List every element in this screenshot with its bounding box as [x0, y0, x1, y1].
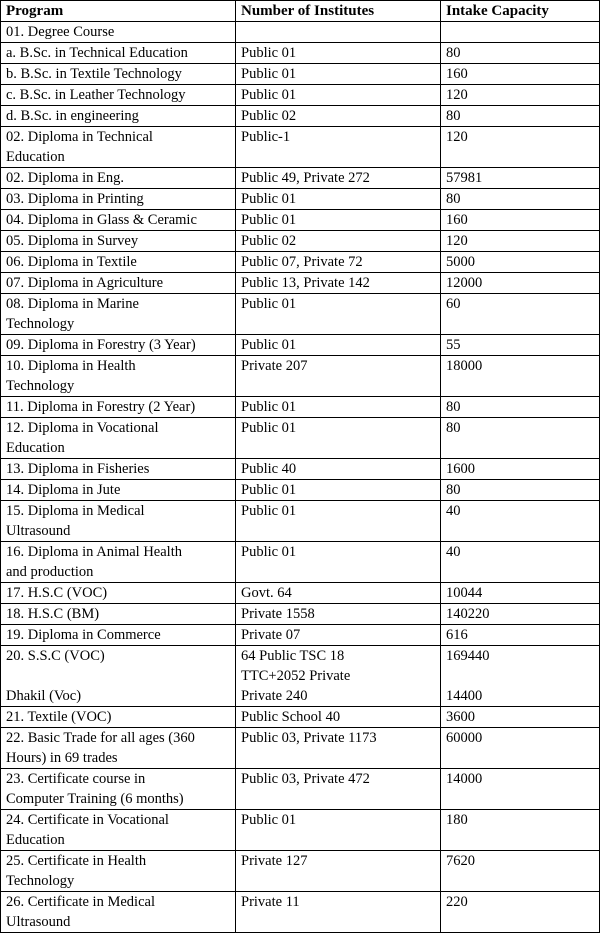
table-row: [1, 459, 600, 480]
cell-text-line: Public School 40: [241, 709, 341, 725]
intake-cell: [441, 501, 600, 542]
program-cell: [1, 356, 236, 397]
cell-text-line: 18. H.S.C (BM): [6, 606, 100, 622]
cell-text-line: 14. Diploma in Jute: [6, 482, 121, 498]
institutes-cell: [236, 604, 441, 625]
cell-text-line: 55: [446, 337, 461, 353]
cell-text-line: 14400: [446, 688, 483, 704]
table-row: [1, 892, 600, 933]
cell-text-line: 09. Diploma in Forestry (3 Year): [6, 337, 196, 353]
cell-text-line: 13. Diploma in Fisheries: [6, 461, 150, 477]
cell-text-line: 01. Degree Course: [6, 24, 115, 40]
table-header: [1, 1, 600, 22]
cell-text-line: 80: [446, 399, 461, 415]
program-cell: [1, 231, 236, 252]
intake-cell: [441, 252, 600, 273]
cell-text-line: 616: [446, 627, 468, 643]
cell-text-line: 220: [446, 894, 468, 910]
table-row: [1, 604, 600, 625]
cell-text-line: Technology: [6, 378, 75, 394]
program-cell: [1, 64, 236, 85]
program-cell: [1, 210, 236, 231]
program-cell: [1, 810, 236, 851]
table-row: [1, 542, 600, 583]
cell-text-line: 10044: [446, 585, 483, 601]
cell-text-line: Education: [6, 440, 65, 456]
cell-text-line: 03. Diploma in Printing: [6, 191, 144, 207]
cell-text-line: 5000: [446, 254, 475, 270]
intake-cell: [441, 294, 600, 335]
intake-cell: [441, 459, 600, 480]
table-row: [1, 646, 600, 707]
cell-text-line: Public-1: [241, 129, 291, 145]
intake-cell: [441, 646, 600, 707]
program-cell: [1, 542, 236, 583]
cell-text-line: 57981: [446, 170, 483, 186]
header-number-of-institutes: Number of Institutes: [236, 1, 441, 22]
intake-cell: [441, 851, 600, 892]
table-row: [1, 64, 600, 85]
program-cell: [1, 625, 236, 646]
table-row: [1, 501, 600, 542]
cell-text-line: Public 13, Private 142: [241, 275, 370, 291]
institutes-cell: [236, 231, 441, 252]
cell-text-line: 26. Certificate in Medical: [6, 894, 155, 910]
institutes-cell: [236, 625, 441, 646]
cell-text-line: 19. Diploma in Commerce: [6, 627, 161, 643]
cell-text-line: 02. Diploma in Eng.: [6, 170, 125, 186]
cell-text-line: [241, 22, 435, 42]
program-cell: [1, 501, 236, 542]
cell-text-line: Technology: [6, 873, 75, 889]
intake-cell: [441, 810, 600, 851]
cell-text-line: Ultrasound: [6, 914, 71, 930]
cell-text-line: 40: [446, 544, 461, 560]
cell-text-line: Private 07: [241, 627, 301, 643]
table-row: [1, 728, 600, 769]
table-row: [1, 356, 600, 397]
intake-cell: [441, 769, 600, 810]
table-row: [1, 294, 600, 335]
cell-text-line: 25. Certificate in Health: [6, 853, 147, 869]
institutes-cell: [236, 542, 441, 583]
program-cell: [1, 892, 236, 933]
program-cell: [1, 335, 236, 356]
cell-text-line: 60: [446, 296, 461, 312]
intake-cell: [441, 625, 600, 646]
cell-text-line: 7620: [446, 853, 475, 869]
table-row: [1, 189, 600, 210]
cell-text-line: 160: [446, 66, 468, 82]
intake-cell: [441, 64, 600, 85]
table-row: [1, 769, 600, 810]
intake-cell: [441, 892, 600, 933]
cell-text-line: Public 01: [241, 337, 297, 353]
cell-text-line: 11. Diploma in Forestry (2 Year): [6, 399, 196, 415]
intake-cell: [441, 210, 600, 231]
cell-text-line: 1600: [446, 461, 475, 477]
table-row: [1, 397, 600, 418]
intake-cell: [441, 43, 600, 64]
intake-cell: [441, 85, 600, 106]
cell-text-line: Public 49, Private 272: [241, 170, 370, 186]
institutes-cell: [236, 397, 441, 418]
cell-text-line: Private 207: [241, 358, 308, 374]
institutes-cell: [236, 418, 441, 459]
institutes-cell: [236, 210, 441, 231]
cell-text-line: Public 01: [241, 399, 297, 415]
program-cell: [1, 127, 236, 168]
cell-text-line: and production: [6, 564, 94, 580]
program-cell: [1, 273, 236, 294]
institutes-cell: [236, 810, 441, 851]
table-row: [1, 231, 600, 252]
cell-text-line: Public 01: [241, 87, 297, 103]
cell-text-line: Technology: [6, 316, 75, 332]
cell-text-line: 15. Diploma in Medical: [6, 503, 145, 519]
program-cell: [1, 252, 236, 273]
cell-text-line: 80: [446, 420, 461, 436]
cell-text-line: 169440: [446, 648, 490, 664]
cell-text-line: 60000: [446, 730, 483, 746]
header-row: [1, 1, 600, 22]
cell-text-line: Public 01: [241, 812, 297, 828]
program-cell: [1, 22, 236, 43]
program-cell: [1, 769, 236, 810]
cell-text-line: Public 01: [241, 503, 297, 519]
cell-text-line: Computer Training (6 months): [6, 791, 184, 807]
institutes-cell: [236, 851, 441, 892]
cell-text-line: 04. Diploma in Glass & Ceramic: [6, 212, 197, 228]
cell-text-line: 80: [446, 45, 461, 61]
program-cell: [1, 106, 236, 127]
table-row: [1, 127, 600, 168]
cell-text-line: 18000: [446, 358, 483, 374]
institutes-cell: [236, 189, 441, 210]
institutes-cell: [236, 892, 441, 933]
cell-text-line: 64 Public TSC 18: [241, 648, 345, 664]
cell-text-line: Public 01: [241, 544, 297, 560]
cell-text-line: Public 03, Private 472: [241, 771, 370, 787]
cell-text-line: 23. Certificate course in: [6, 771, 146, 787]
cell-text-line: 12000: [446, 275, 483, 291]
institutes-cell: [236, 646, 441, 707]
program-cell: [1, 480, 236, 501]
institutes-cell: [236, 769, 441, 810]
program-cell: [1, 583, 236, 604]
cell-text-line: 120: [446, 233, 468, 249]
cell-text-line: Public 01: [241, 66, 297, 82]
cell-text-line: 120: [446, 129, 468, 145]
intake-cell: [441, 168, 600, 189]
table-body: [1, 22, 600, 933]
cell-text-line: Education: [6, 832, 65, 848]
cell-text-line: Public 02: [241, 233, 297, 249]
intake-cell: [441, 231, 600, 252]
cell-text-line: c. B.Sc. in Leather Technology: [6, 87, 186, 103]
cell-text-line: 17. H.S.C (VOC): [6, 585, 108, 601]
cell-text-line: 3600: [446, 709, 475, 725]
cell-text-line: Public 01: [241, 296, 297, 312]
table-row: [1, 273, 600, 294]
cell-text-line: 22. Basic Trade for all ages (360: [6, 730, 195, 746]
cell-text-line: b. B.Sc. in Textile Technology: [6, 66, 182, 82]
intake-cell: [441, 542, 600, 583]
program-cell: [1, 728, 236, 769]
table-row: [1, 418, 600, 459]
cell-text-line: 24. Certificate in Vocational: [6, 812, 169, 828]
institutes-cell: [236, 43, 441, 64]
program-cell: [1, 459, 236, 480]
cell-text-line: Public 07, Private 72: [241, 254, 363, 270]
cell-text-line: 10. Diploma in Health: [6, 358, 136, 374]
cell-text-line: Dhakil (Voc): [6, 688, 82, 704]
cell-text-line: Govt. 64: [241, 585, 292, 601]
cell-text-line: 180: [446, 812, 468, 828]
intake-cell: [441, 189, 600, 210]
institutes-cell: [236, 273, 441, 294]
institutes-cell: [236, 583, 441, 604]
cell-text-line: Public 01: [241, 482, 297, 498]
header-program: Program: [1, 1, 236, 22]
cell-text-line: d. B.Sc. in engineering: [6, 108, 139, 124]
cell-text-line: 80: [446, 482, 461, 498]
intake-cell: [441, 106, 600, 127]
cell-text-line: 07. Diploma in Agriculture: [6, 275, 164, 291]
institutes-cell: [236, 728, 441, 769]
table-row: [1, 480, 600, 501]
program-cell: [1, 604, 236, 625]
table-row: [1, 707, 600, 728]
cell-text-line: Public 01: [241, 212, 297, 228]
intake-cell: [441, 480, 600, 501]
cell-text-line: Public 01: [241, 45, 297, 61]
cell-text-line: Private 240: [241, 688, 308, 704]
cell-text-line: Public 01: [241, 420, 297, 436]
cell-text-line: Public 02: [241, 108, 297, 124]
intake-cell: [441, 583, 600, 604]
cell-text-line: 14000: [446, 771, 483, 787]
cell-text-line: 120: [446, 87, 468, 103]
program-cell: [1, 707, 236, 728]
institutes-cell: [236, 64, 441, 85]
intake-cell: [441, 127, 600, 168]
intake-cell: [441, 707, 600, 728]
cell-text-line: Public 03, Private 1173: [241, 730, 377, 746]
program-cell: [1, 85, 236, 106]
cell-text-line: 06. Diploma in Textile: [6, 254, 137, 270]
program-cell: [1, 646, 236, 707]
table-row: [1, 810, 600, 851]
program-cell: [1, 418, 236, 459]
institutes-cell: [236, 501, 441, 542]
institutes-cell: [236, 252, 441, 273]
table-row: [1, 106, 600, 127]
table-row: [1, 43, 600, 64]
institutes-cell: [236, 480, 441, 501]
program-cell: [1, 168, 236, 189]
cell-text-line: 160: [446, 212, 468, 228]
cell-text-line: 40: [446, 503, 461, 519]
cell-text-line: 05. Diploma in Survey: [6, 233, 139, 249]
cell-text-line: 80: [446, 191, 461, 207]
program-cell: [1, 189, 236, 210]
institutes-cell: [236, 335, 441, 356]
program-cell: [1, 294, 236, 335]
institutes-cell: [236, 22, 441, 43]
cell-text-line: 08. Diploma in Marine: [6, 296, 139, 312]
intake-cell: [441, 22, 600, 43]
program-cell: [1, 851, 236, 892]
cell-text-line: Private 11: [241, 894, 300, 910]
cell-text-line: [446, 666, 594, 686]
cell-text-line: [6, 666, 230, 686]
cell-text-line: 16. Diploma in Animal Health: [6, 544, 182, 560]
intake-cell: [441, 728, 600, 769]
intake-cell: [441, 335, 600, 356]
program-cell: [1, 43, 236, 64]
cell-text-line: Public 40: [241, 461, 297, 477]
table-row: [1, 210, 600, 231]
table-row: [1, 85, 600, 106]
intake-cell: [441, 356, 600, 397]
institutes-cell: [236, 168, 441, 189]
table-row: [1, 252, 600, 273]
table-row: [1, 22, 600, 43]
cell-text-line: Public 01: [241, 191, 297, 207]
cell-text-line: 12. Diploma in Vocational: [6, 420, 159, 436]
institutes-cell: [236, 707, 441, 728]
table-row: [1, 168, 600, 189]
cell-text-line: Private 127: [241, 853, 308, 869]
header-intake-capacity: Intake Capacity: [441, 1, 600, 22]
intake-cell: [441, 273, 600, 294]
intake-cell: [441, 397, 600, 418]
table-row: [1, 583, 600, 604]
intake-cell: [441, 418, 600, 459]
cell-text-line: 80: [446, 108, 461, 124]
cell-text-line: Ultrasound: [6, 523, 71, 539]
institutes-cell: [236, 106, 441, 127]
cell-text-line: Education: [6, 149, 65, 165]
cell-text-line: 20. S.S.C (VOC): [6, 648, 105, 664]
institutes-cell: [236, 459, 441, 480]
institutes-cell: [236, 85, 441, 106]
cell-text-line: Private 1558: [241, 606, 315, 622]
institutes-cell: [236, 294, 441, 335]
institutes-cell: [236, 356, 441, 397]
table-row: [1, 335, 600, 356]
institutes-cell: [236, 127, 441, 168]
cell-text-line: [446, 22, 594, 42]
cell-text-line: 02. Diploma in Technical: [6, 129, 153, 145]
program-cell: [1, 397, 236, 418]
table-row: [1, 851, 600, 892]
cell-text-line: TTC+2052 Private: [241, 668, 351, 684]
cell-text-line: 21. Textile (VOC): [6, 709, 112, 725]
table-row: [1, 625, 600, 646]
cell-text-line: 140220: [446, 606, 490, 622]
cell-text-line: Hours) in 69 trades: [6, 750, 118, 766]
cell-text-line: a. B.Sc. in Technical Education: [6, 45, 188, 61]
intake-cell: [441, 604, 600, 625]
